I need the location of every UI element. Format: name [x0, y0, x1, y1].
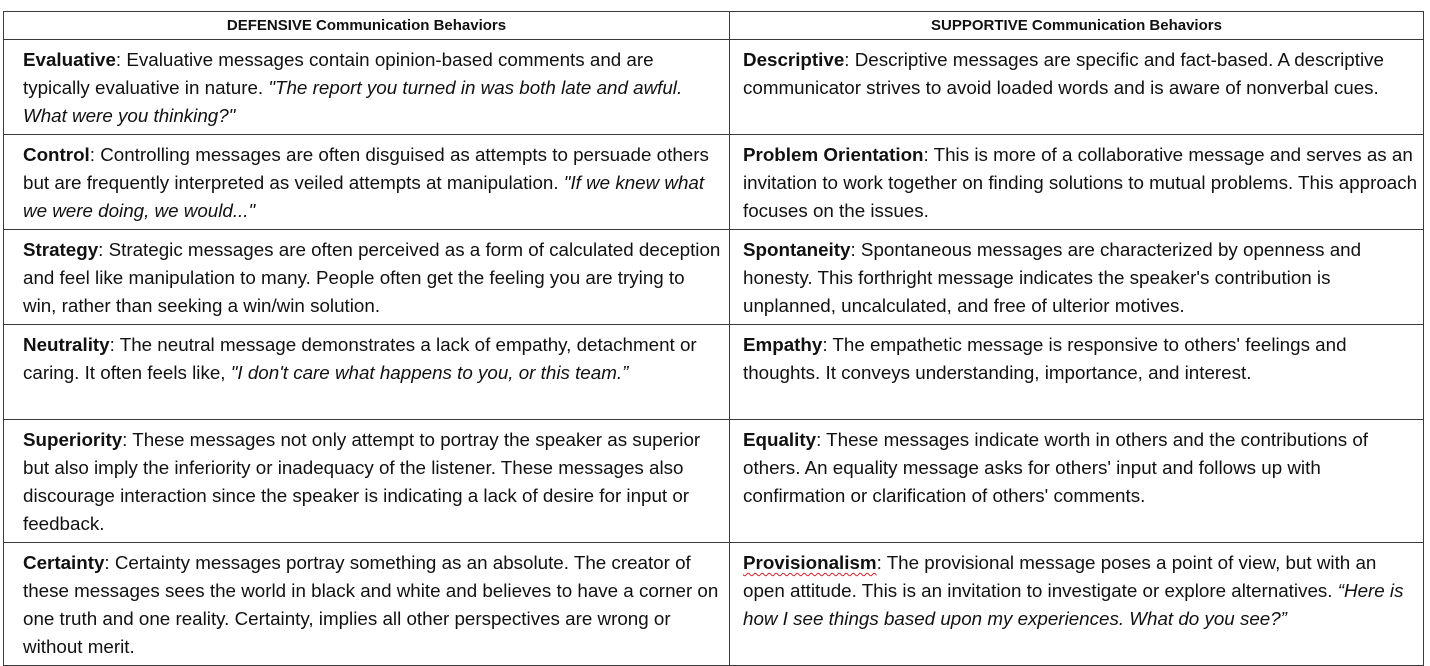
supportive-cell: [730, 40, 1424, 135]
defensive-cell: [4, 230, 730, 325]
behavior-description: : This is more of a collaborative message and serves as an invitation to work together on finding solutions to mutual problems. This approach focuses on the issues.: [743, 144, 1418, 221]
example-quote: “Here is how I see things based upon my experiences. What do you see?”: [743, 580, 1404, 629]
defensive-cell: [4, 40, 730, 135]
behavior-description: : Controlling messages are often disguised as attempts to persuade others but are frequently interpreted as veiled attempts at manipulation.: [23, 144, 709, 193]
behavior-term: Spontaneity: [743, 239, 851, 260]
behavior-term: Evaluative: [23, 49, 116, 70]
behavior-term: Descriptive: [743, 49, 845, 70]
behavior-term: Problem Orientation: [743, 144, 924, 165]
table-row: [4, 135, 1424, 230]
behavior-term: Control: [23, 144, 90, 165]
behavior-term: Empathy: [743, 334, 823, 355]
defensive-cell: [4, 325, 730, 420]
behavior-description: : The empathetic message is responsive to others' feelings and thoughts. It conveys understanding, importance, and interest.: [743, 334, 1347, 383]
behavior-description: : The provisional message poses a point of view, but with an open attitude. This is an invitation to investigate or explore alternatives.: [743, 552, 1377, 601]
supportive-cell: [730, 420, 1424, 543]
behavior-term: Strategy: [23, 239, 99, 260]
behavior-description: : The neutral message demonstrates a lack of empathy, detachment or caring. It often feels like,: [23, 334, 697, 383]
supportive-cell: [730, 325, 1424, 420]
table-row: [4, 420, 1424, 543]
behavior-term: Certainty: [23, 552, 105, 573]
behavior-term: Neutrality: [23, 334, 110, 355]
behavior-description: : These messages indicate worth in others and the contributions of others. An equality message asks for others' input and follows up with confirmation or clarification of others' comments.: [743, 429, 1368, 506]
supportive-cell: [730, 230, 1424, 325]
behavior-term: Provisionalism: [743, 552, 877, 573]
example-quote: "I don't care what happens to you, or this team.”: [230, 362, 629, 383]
behavior-term: Equality: [743, 429, 817, 450]
supportive-cell: [730, 135, 1424, 230]
defensive-column-header: DEFENSIVE Communication Behaviors: [4, 12, 730, 40]
behavior-description: : These messages not only attempt to portray the speaker as superior but also imply the inferiority or inadequacy of the listener. These messages also discourage interaction since the speaker is indicating a lack of desire for input or feedback.: [23, 429, 701, 534]
supportive-column-header: SUPPORTIVE Communication Behaviors: [730, 12, 1424, 40]
defensive-cell: [4, 543, 730, 666]
example-quote: "The report you turned in was both late and awful. What were you thinking?": [23, 77, 683, 126]
defensive-cell: [4, 420, 730, 543]
behavior-description: : Descriptive messages are specific and fact-based. A descriptive communicator strives to avoid loaded words and is aware of nonverbal cues.: [743, 49, 1384, 98]
header-row: [4, 12, 1424, 40]
behavior-description: : Spontaneous messages are characterized by openness and honesty. This forthright message indicates the speaker's contribution is unplanned, uncalculated, and free of ulterior motives.: [743, 239, 1362, 316]
table-row: [4, 543, 1424, 666]
behavior-term: Superiority: [23, 429, 123, 450]
example-quote: "If we knew what we were doing, we would...": [23, 172, 705, 221]
supportive-cell: [730, 543, 1424, 666]
behavior-description: : Strategic messages are often perceived as a form of calculated deception and feel like manipulation to many. People often get the feeling you are trying to win, rather than seeking a win/win solution.: [23, 239, 721, 316]
table-row: [4, 325, 1424, 420]
behavior-description: : Evaluative messages contain opinion-based comments and are typically evaluative in nature.: [23, 49, 654, 98]
defensive-cell: [4, 135, 730, 230]
table-row: [4, 230, 1424, 325]
behavior-description: : Certainty messages portray something as an absolute. The creator of these messages sees the world in black and white and believes to have a corner on one truth and one reality. Certainty, implies all other perspectives are wrong or without merit.: [23, 552, 719, 657]
behaviors-table: [3, 11, 1424, 666]
table-row: [4, 40, 1424, 135]
